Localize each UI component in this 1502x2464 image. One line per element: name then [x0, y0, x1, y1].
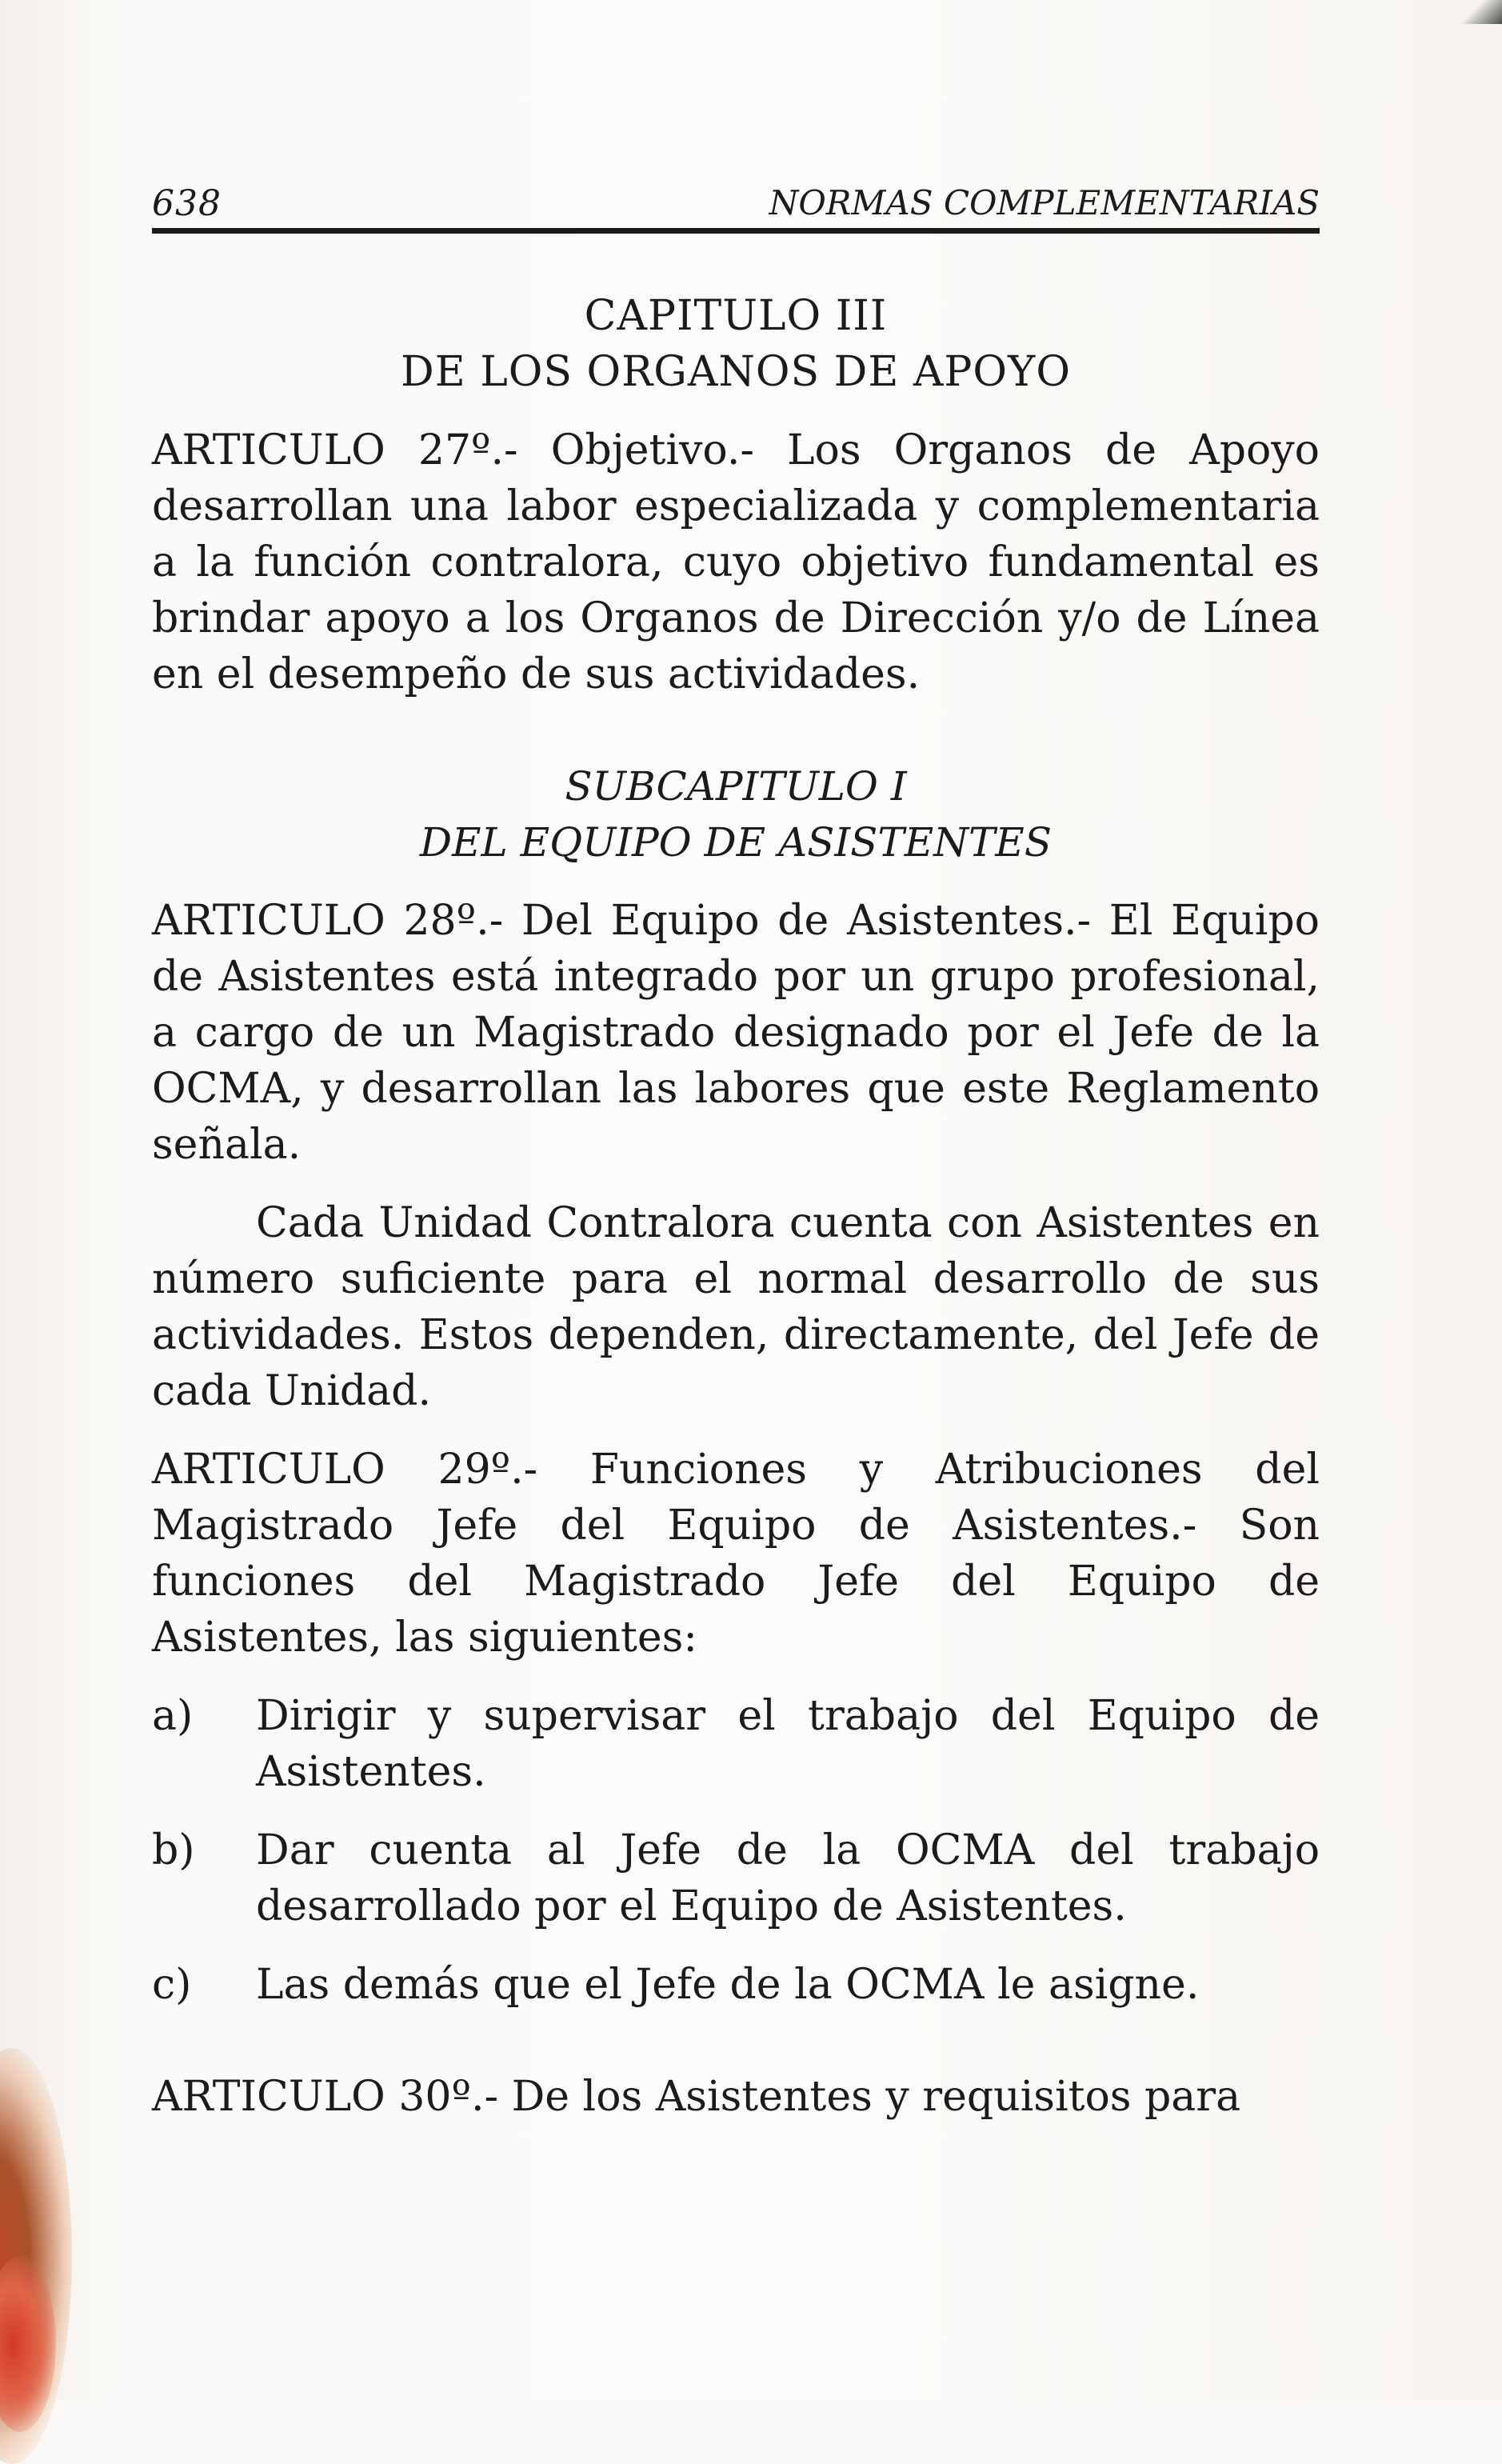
- subchapter-title: SUBCAPITULO I: [565, 763, 907, 810]
- article-29: ARTICULO 29º.- Funciones y Atribuciones del Magistrado Jefe del Equipo de Asistentes.- Son funciones del Magistrado Jefe del Equipo de Asistentes, las siguientes:: [152, 1446, 1320, 1662]
- list-item: [152, 1688, 1320, 1800]
- article-28: ARTICULO 28º.- Del Equipo de Asistentes.- El Equipo de Asistentes está integrado por un grupo profesional, a cargo de un Magistrado designado por el Jefe de la OCMA, y desarrollan las labores que este Reglamento señala.: [152, 897, 1320, 1169]
- article-30: ARTICULO 30º.- De los Asistentes y requisitos para: [152, 2073, 1241, 2121]
- chapter-title: CAPITULO III: [584, 292, 888, 340]
- running-title: NORMAS COMPLEMENTARIAS: [769, 183, 1320, 222]
- list-item: [152, 1957, 1320, 2013]
- list-item-text: Dar cuenta al Jefe de la OCMA del trabajo desarrollado por el Equipo de Asistentes.: [256, 1826, 1320, 1930]
- page-number: 638: [152, 183, 222, 224]
- list-item-text: Dirigir y supervisar el trabajo del Equipo de Asistentes.: [256, 1692, 1320, 1796]
- page-body: [152, 288, 1320, 2125]
- list-item-letter: c): [152, 1961, 192, 2009]
- article-27: ARTICULO 27º.- Objetivo.- Los Organos de Apoyo desarrollan una labor especializada y complementaria a la función contralora, cuyo objetivo fundamental es brindar apoyo a los Organos de Dirección y/o de Línea en el desempeño de sus actividades.: [152, 426, 1320, 698]
- page-header: [152, 172, 1320, 234]
- page-corner-shadow: [1454, 0, 1502, 24]
- list-item: [152, 1822, 1320, 1934]
- list-item-letter: a): [152, 1692, 194, 1740]
- article-28-paragraph-2: Cada Unidad Contralora cuenta con Asistentes en número suficiente para el normal desarrollo de sus actividades. Estos dependen, directamente, del Jefe de cada Unidad.: [152, 1199, 1320, 1415]
- list-item-letter: b): [152, 1826, 195, 1874]
- chapter-subtitle: DE LOS ORGANOS DE APOYO: [401, 348, 1071, 396]
- list-item-text: Las demás que el Jefe de la OCMA le asigne.: [256, 1961, 1200, 2009]
- subchapter-subtitle: DEL EQUIPO DE ASISTENTES: [419, 819, 1053, 866]
